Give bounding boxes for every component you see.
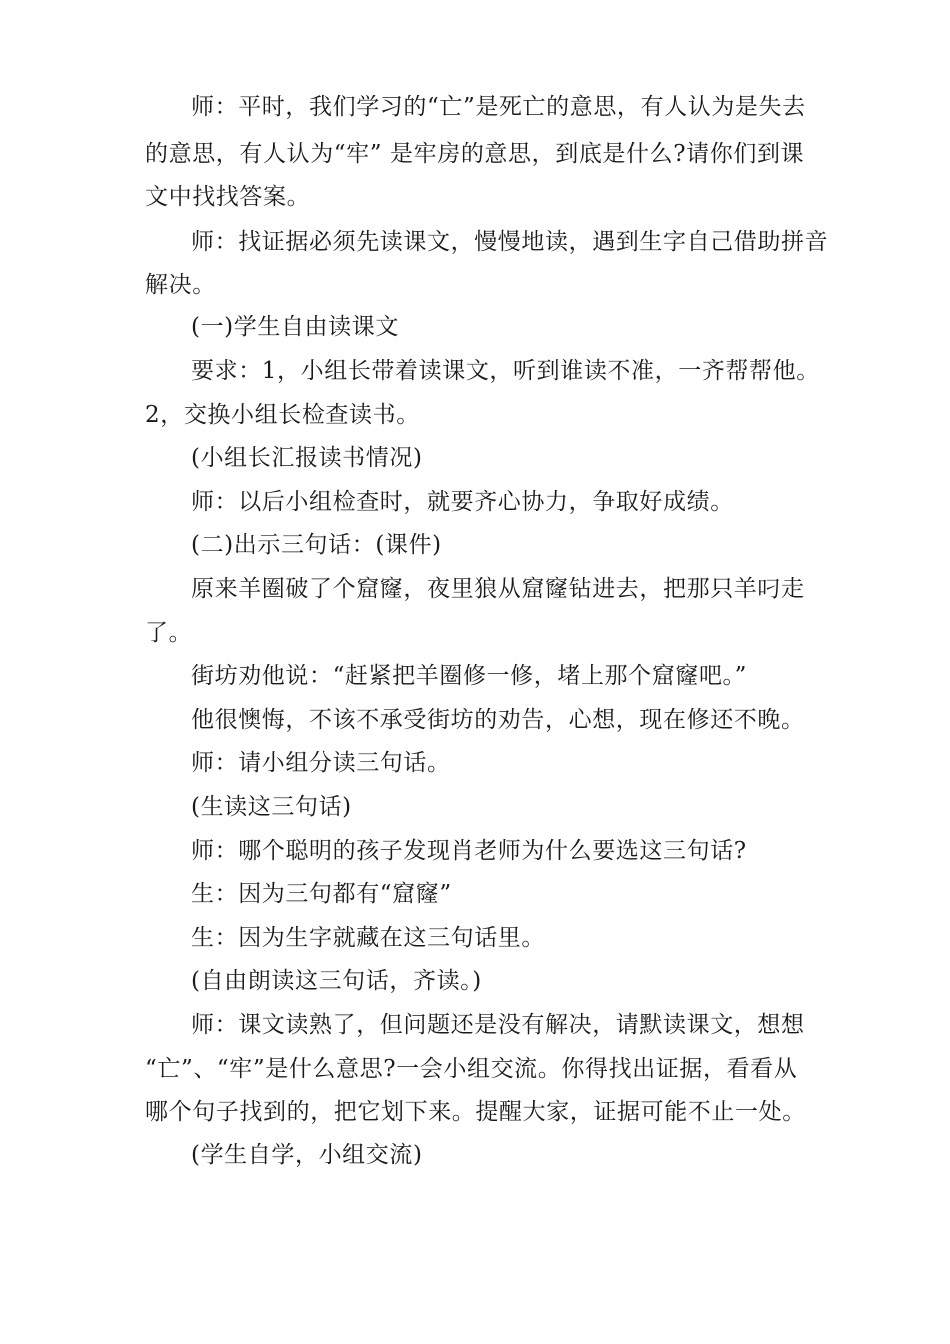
text-line: 2，交换小组长检查读书。 [145, 402, 420, 428]
text-line: 哪个句子找到的，把它划下来。提醒大家，证据可能不止一处。 [145, 1099, 806, 1125]
text-line: 师：课文读熟了，但问题还是没有解决，请默读课文，想想 [191, 1012, 805, 1038]
text-line: 街坊劝他说：“赶紧把羊圈修一修，堵上那个窟窿吧。” [191, 663, 748, 689]
text-line: 解决。 [145, 272, 216, 298]
text-line: 了。 [145, 620, 193, 646]
text-line: 原来羊圈破了个窟窿，夜里狼从窟窿钻进去，把那只羊叼走 [191, 576, 805, 602]
text-line: 师：哪个聪明的孩子发现肖老师为什么要选这三句话? [191, 838, 747, 864]
text-line: 师：请小组分读三句话。 [191, 750, 451, 776]
text-line: (小组长汇报读书情况) [191, 445, 423, 471]
text-line: 师：找证据必须先读课文，慢慢地读，遇到生字自己借助拼音 [191, 229, 829, 255]
section-heading: (二)出示三句话：(课件) [191, 532, 442, 558]
text-line: 生：因为三句都有“窟窿” [191, 881, 452, 907]
text-line: (学生自学，小组交流) [191, 1142, 423, 1168]
text-line: 文中找找答案。 [145, 184, 311, 210]
text-line: 生：因为生字就藏在这三句话里。 [191, 925, 545, 951]
text-line: (生读这三句话) [191, 794, 352, 820]
text-line: “亡”、“牢”是什么意思?一会小组交流。你得找出证据，看看从 [145, 1056, 798, 1082]
text-line: 的意思，有人认为“牢” 是牢房的意思，到底是什么?请你们到课 [145, 141, 805, 167]
text-line: 他很懊悔，不该不承受街坊的劝告，心想，现在修还不晚。 [191, 707, 805, 733]
text-line: 要求：1，小组长带着读课文，听到谁读不准，一齐帮帮他。 [191, 358, 820, 384]
text-line: 师：平时，我们学习的“亡”是死亡的意思，有人认为是失去 [191, 94, 806, 120]
section-heading: (一)学生自由读课文 [191, 314, 399, 340]
text-line: 师：以后小组检查时，就要齐心协力，争取好成绩。 [191, 489, 734, 515]
text-line: (自由朗读这三句话，齐读。) [191, 968, 482, 994]
